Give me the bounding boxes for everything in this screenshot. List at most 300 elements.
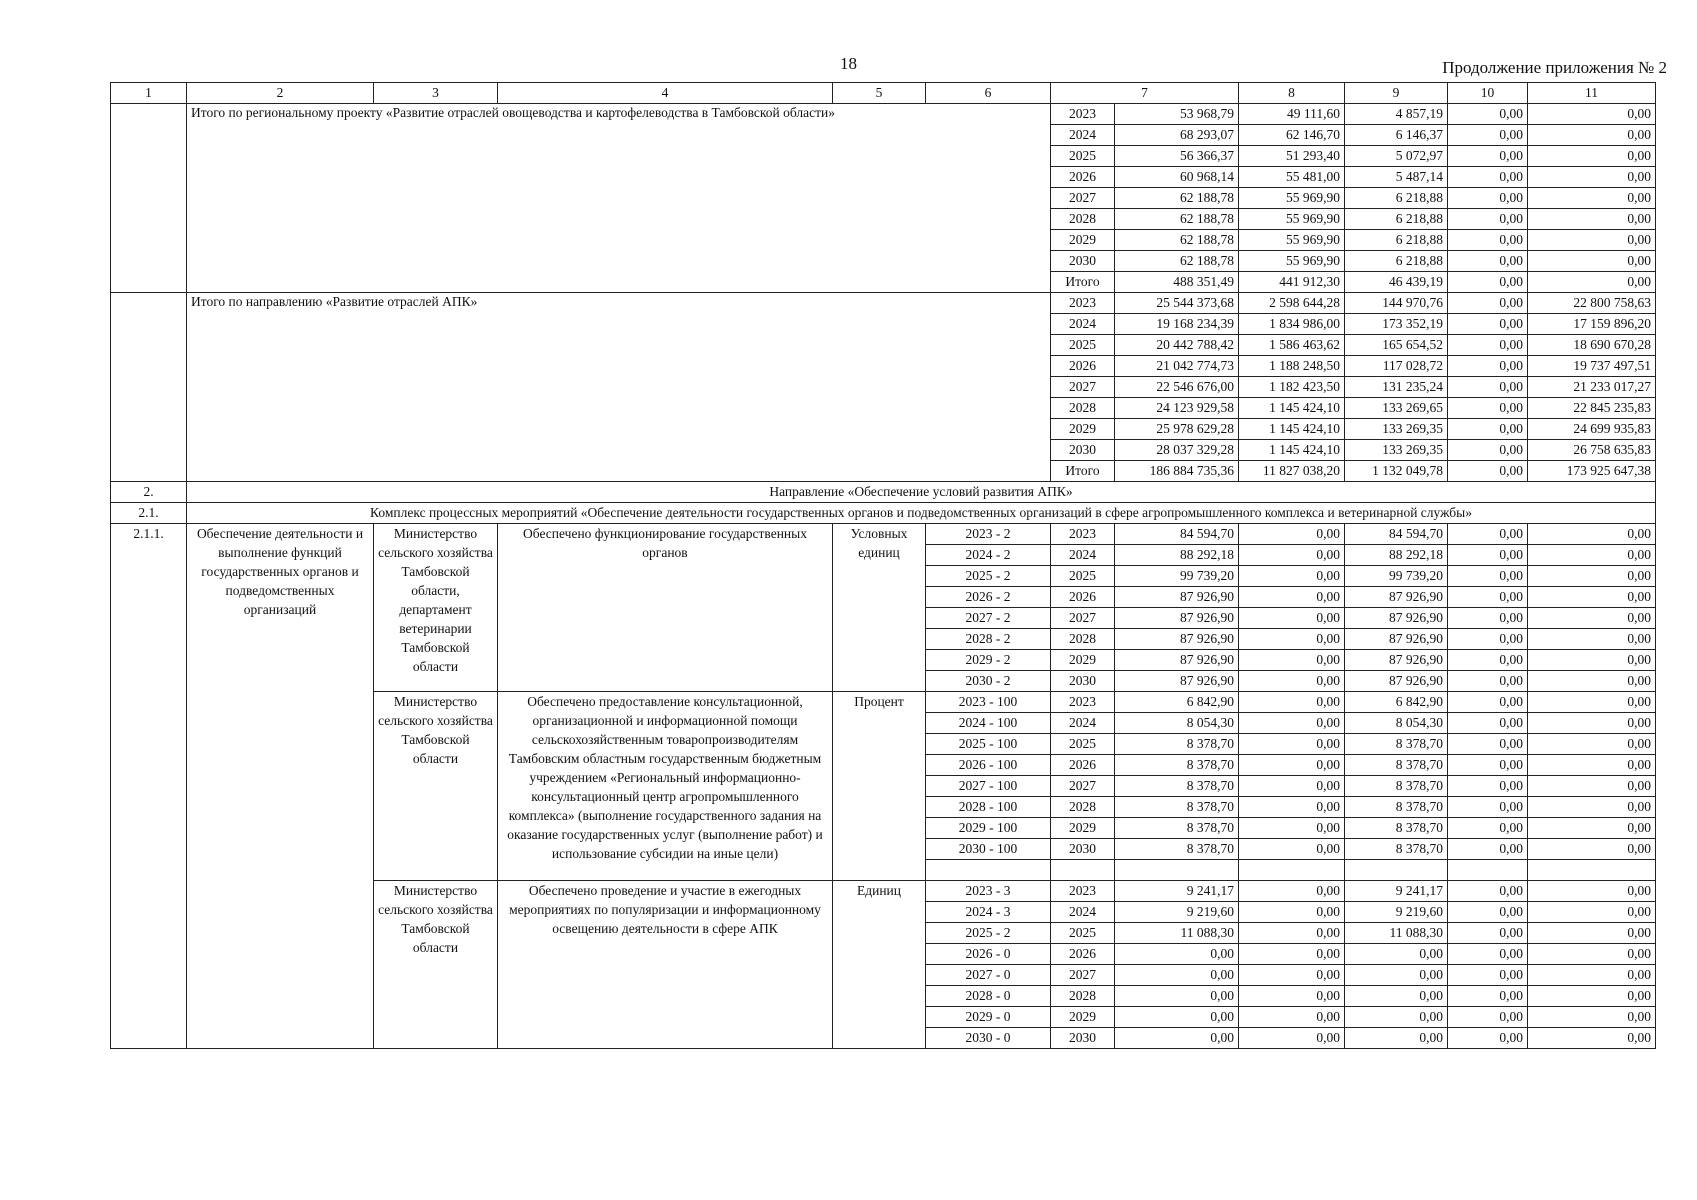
year-cell: 2030 xyxy=(1051,440,1115,461)
value-cell: 8 378,70 xyxy=(1115,797,1239,818)
value-cell: 117 028,72 xyxy=(1345,356,1448,377)
value-cell: 19 168 234,39 xyxy=(1115,314,1239,335)
section-title: Комплекс процессных мероприятий «Обеспечение деятельности государственных органов и подведомственных организаций в сфере агропромышленного комплекса и ветеринарной службы» xyxy=(187,503,1656,524)
value-cell: 0,00 xyxy=(1448,671,1528,692)
value-cell: 8 378,70 xyxy=(1115,755,1239,776)
year-cell: 2027 xyxy=(1051,965,1115,986)
year-cell: 2027 xyxy=(1051,377,1115,398)
value-cell: 25 978 629,28 xyxy=(1115,419,1239,440)
value-cell: 0,00 xyxy=(1528,986,1656,1007)
indicator-cell: 2024 - 100 xyxy=(926,713,1051,734)
value-cell: 0,00 xyxy=(1448,440,1528,461)
year-cell: 2027 xyxy=(1051,608,1115,629)
value-cell: 1 182 423,50 xyxy=(1239,377,1345,398)
year-cell: 2028 xyxy=(1051,398,1115,419)
indicator-cell: 2027 - 2 xyxy=(926,608,1051,629)
value-cell: 0,00 xyxy=(1528,755,1656,776)
indicator-cell: 2028 - 2 xyxy=(926,629,1051,650)
value-cell: 0,00 xyxy=(1528,230,1656,251)
value-cell: 0,00 xyxy=(1239,587,1345,608)
empty-num-cell xyxy=(111,293,187,482)
year-cell: 2026 xyxy=(1051,944,1115,965)
result-description: Обеспечено проведение и участие в ежегодных мероприятиях по популяризации и информационному освещению деятельности в сфере АПК xyxy=(498,881,833,1049)
value-cell: 0,00 xyxy=(1448,566,1528,587)
value-cell: 6 218,88 xyxy=(1345,251,1448,272)
value-cell: 0,00 xyxy=(1239,944,1345,965)
year-cell: 2024 xyxy=(1051,902,1115,923)
value-cell: 0,00 xyxy=(1528,545,1656,566)
value-cell: 0,00 xyxy=(1345,1007,1448,1028)
value-cell: 84 594,70 xyxy=(1345,524,1448,545)
value-cell: 62 188,78 xyxy=(1115,188,1239,209)
unit: Единиц xyxy=(833,881,926,1049)
value-cell: 87 926,90 xyxy=(1345,629,1448,650)
value-cell: 0,00 xyxy=(1528,587,1656,608)
value-cell: 9 241,17 xyxy=(1345,881,1448,902)
value-cell: 0,00 xyxy=(1239,650,1345,671)
year-cell: 2027 xyxy=(1051,776,1115,797)
indicator-cell: 2023 - 2 xyxy=(926,524,1051,545)
value-cell: 0,00 xyxy=(1448,293,1528,314)
value-cell: 88 292,18 xyxy=(1345,545,1448,566)
indicator-cell: 2027 - 100 xyxy=(926,776,1051,797)
executor: Министерство сельского хозяйства Тамбовской области xyxy=(374,881,498,1049)
value-cell: 62 188,78 xyxy=(1115,251,1239,272)
value-cell: 55 969,90 xyxy=(1239,251,1345,272)
value-cell: 0,00 xyxy=(1448,797,1528,818)
value-cell: 19 737 497,51 xyxy=(1528,356,1656,377)
value-cell: 0,00 xyxy=(1528,734,1656,755)
value-cell: 20 442 788,42 xyxy=(1115,335,1239,356)
column-header: 9 xyxy=(1345,83,1448,104)
result-description: Обеспечено функционирование государственных органов xyxy=(498,524,833,692)
indicator-cell: 2024 - 2 xyxy=(926,545,1051,566)
year-cell: 2028 xyxy=(1051,629,1115,650)
year-cell: 2029 xyxy=(1051,650,1115,671)
header-row xyxy=(111,83,1656,104)
value-cell: 84 594,70 xyxy=(1115,524,1239,545)
value-cell: 1 145 424,10 xyxy=(1239,419,1345,440)
value-cell: 0,00 xyxy=(1528,1007,1656,1028)
value-cell: 165 654,52 xyxy=(1345,335,1448,356)
indicator-cell: 2025 - 100 xyxy=(926,734,1051,755)
year-cell: 2025 xyxy=(1051,566,1115,587)
year-cell: 2030 xyxy=(1051,839,1115,860)
value-cell: 133 269,35 xyxy=(1345,419,1448,440)
value-cell: 87 926,90 xyxy=(1115,671,1239,692)
value-cell: 0,00 xyxy=(1448,1028,1528,1049)
value-cell: 6 842,90 xyxy=(1345,692,1448,713)
result-description: Обеспечено предоставление консультационной, организационной и информационной помощи сельскохозяйственным товаропроизводителям Тамбовским областным государственным бюджетным учреждением «Региональный информационно-консультационный центр агропромышленного комплекса» (выполнение государственного задания на оказание государственных услуг (выполнение работ) и использование субсидии на иные цели) xyxy=(498,692,833,881)
value-cell: 87 926,90 xyxy=(1115,650,1239,671)
indicator-cell: 2026 - 0 xyxy=(926,944,1051,965)
value-cell: 0,00 xyxy=(1528,902,1656,923)
value-cell: 0,00 xyxy=(1239,776,1345,797)
value-cell: 0,00 xyxy=(1448,587,1528,608)
value-cell: 87 926,90 xyxy=(1345,650,1448,671)
value-cell: 0,00 xyxy=(1448,377,1528,398)
value-cell: 0,00 xyxy=(1528,797,1656,818)
value-cell: 173 925 647,38 xyxy=(1528,461,1656,482)
value-cell: 0,00 xyxy=(1448,713,1528,734)
value-cell: 18 690 670,28 xyxy=(1528,335,1656,356)
column-header: 2 xyxy=(187,83,374,104)
value-cell: 0,00 xyxy=(1528,629,1656,650)
value-cell: 0,00 xyxy=(1448,629,1528,650)
year-cell: 2024 xyxy=(1051,125,1115,146)
value-cell: 0,00 xyxy=(1528,839,1656,860)
empty-cell xyxy=(1528,860,1656,881)
empty-cell xyxy=(1051,860,1115,881)
budget-table xyxy=(110,82,1656,1049)
indicator-cell: 2026 - 100 xyxy=(926,755,1051,776)
year-cell: 2026 xyxy=(1051,755,1115,776)
indicator-cell: 2026 - 2 xyxy=(926,587,1051,608)
column-header: 4 xyxy=(498,83,833,104)
year-cell: 2029 xyxy=(1051,230,1115,251)
value-cell: 0,00 xyxy=(1528,1028,1656,1049)
value-cell: 488 351,49 xyxy=(1115,272,1239,293)
value-cell: 5 072,97 xyxy=(1345,146,1448,167)
value-cell: 133 269,65 xyxy=(1345,398,1448,419)
indicator-cell: 2025 - 2 xyxy=(926,923,1051,944)
item-row xyxy=(111,524,1656,545)
value-cell: 0,00 xyxy=(1239,608,1345,629)
value-cell: 1 145 424,10 xyxy=(1239,440,1345,461)
value-cell: 8 378,70 xyxy=(1115,776,1239,797)
value-cell: 11 088,30 xyxy=(1115,923,1239,944)
value-cell: 0,00 xyxy=(1528,713,1656,734)
value-cell: 55 481,00 xyxy=(1239,167,1345,188)
unit: Условных единиц xyxy=(833,524,926,692)
section-row xyxy=(111,503,1656,524)
value-cell: 0,00 xyxy=(1239,986,1345,1007)
total-row xyxy=(111,293,1656,314)
year-cell: 2023 xyxy=(1051,104,1115,125)
value-cell: 49 111,60 xyxy=(1239,104,1345,125)
continuation-label: Продолжение приложения № 2 xyxy=(1442,58,1667,77)
indicator-cell: 2025 - 2 xyxy=(926,566,1051,587)
value-cell: 1 586 463,62 xyxy=(1239,335,1345,356)
value-cell: 0,00 xyxy=(1528,671,1656,692)
value-cell: 0,00 xyxy=(1239,818,1345,839)
value-cell: 56 366,37 xyxy=(1115,146,1239,167)
empty-cell xyxy=(1448,860,1528,881)
section-number: 2.1. xyxy=(111,503,187,524)
value-cell: 0,00 xyxy=(1528,188,1656,209)
value-cell: 51 293,40 xyxy=(1239,146,1345,167)
value-cell: 0,00 xyxy=(1239,671,1345,692)
value-cell: 441 912,30 xyxy=(1239,272,1345,293)
value-cell: 0,00 xyxy=(1528,965,1656,986)
value-cell: 0,00 xyxy=(1345,965,1448,986)
indicator-cell: 2030 - 2 xyxy=(926,671,1051,692)
value-cell: 0,00 xyxy=(1115,944,1239,965)
value-cell: 0,00 xyxy=(1448,146,1528,167)
value-cell: 0,00 xyxy=(1448,209,1528,230)
value-cell: 0,00 xyxy=(1448,881,1528,902)
value-cell: 0,00 xyxy=(1239,755,1345,776)
value-cell: 6 146,37 xyxy=(1345,125,1448,146)
total-label: Итого по направлению «Развитие отраслей АПК» xyxy=(187,293,1051,482)
item-name: Обеспечение деятельности и выполнение функций государственных органов и подведомственных организаций xyxy=(187,524,374,1049)
value-cell: 99 739,20 xyxy=(1345,566,1448,587)
value-cell: 0,00 xyxy=(1239,965,1345,986)
value-cell: 8 054,30 xyxy=(1115,713,1239,734)
value-cell: 87 926,90 xyxy=(1345,671,1448,692)
value-cell: 0,00 xyxy=(1239,1028,1345,1049)
value-cell: 8 378,70 xyxy=(1345,755,1448,776)
column-header: 6 xyxy=(926,83,1051,104)
value-cell: 0,00 xyxy=(1448,251,1528,272)
year-cell: 2029 xyxy=(1051,818,1115,839)
year-cell: Итого xyxy=(1051,461,1115,482)
value-cell: 55 969,90 xyxy=(1239,188,1345,209)
value-cell: 0,00 xyxy=(1345,944,1448,965)
value-cell: 22 800 758,63 xyxy=(1528,293,1656,314)
year-cell: 2025 xyxy=(1051,335,1115,356)
column-header: 10 xyxy=(1448,83,1528,104)
value-cell: 0,00 xyxy=(1448,944,1528,965)
year-cell: 2030 xyxy=(1051,251,1115,272)
value-cell: 0,00 xyxy=(1239,692,1345,713)
year-cell: 2028 xyxy=(1051,797,1115,818)
executor: Министерство сельского хозяйства Тамбовской области, департамент ветеринарии Тамбовской области xyxy=(374,524,498,692)
value-cell: 0,00 xyxy=(1448,1007,1528,1028)
value-cell: 0,00 xyxy=(1239,629,1345,650)
value-cell: 0,00 xyxy=(1448,608,1528,629)
value-cell: 0,00 xyxy=(1239,713,1345,734)
indicator-cell: 2030 - 100 xyxy=(926,839,1051,860)
value-cell: 0,00 xyxy=(1448,335,1528,356)
value-cell: 0,00 xyxy=(1239,545,1345,566)
column-header: 3 xyxy=(374,83,498,104)
value-cell: 0,00 xyxy=(1448,965,1528,986)
year-cell: 2029 xyxy=(1051,1007,1115,1028)
value-cell: 22 546 676,00 xyxy=(1115,377,1239,398)
value-cell: 0,00 xyxy=(1239,734,1345,755)
value-cell: 0,00 xyxy=(1528,566,1656,587)
value-cell: 0,00 xyxy=(1528,209,1656,230)
value-cell: 0,00 xyxy=(1528,776,1656,797)
column-header: 1 xyxy=(111,83,187,104)
value-cell: 0,00 xyxy=(1528,125,1656,146)
indicator-cell: 2023 - 3 xyxy=(926,881,1051,902)
empty-num-cell xyxy=(111,104,187,293)
value-cell: 8 378,70 xyxy=(1345,776,1448,797)
value-cell: 0,00 xyxy=(1239,923,1345,944)
section-title: Направление «Обеспечение условий развития АПК» xyxy=(187,482,1656,503)
year-cell: 2028 xyxy=(1051,986,1115,1007)
value-cell: 8 378,70 xyxy=(1115,734,1239,755)
value-cell: 60 968,14 xyxy=(1115,167,1239,188)
year-cell: 2027 xyxy=(1051,188,1115,209)
value-cell: 0,00 xyxy=(1528,944,1656,965)
value-cell: 0,00 xyxy=(1448,125,1528,146)
value-cell: 8 378,70 xyxy=(1345,797,1448,818)
year-cell: 2023 xyxy=(1051,881,1115,902)
value-cell: 8 378,70 xyxy=(1345,734,1448,755)
value-cell: 0,00 xyxy=(1448,524,1528,545)
value-cell: 55 969,90 xyxy=(1239,209,1345,230)
value-cell: 0,00 xyxy=(1448,818,1528,839)
value-cell: 68 293,07 xyxy=(1115,125,1239,146)
value-cell: 0,00 xyxy=(1528,167,1656,188)
value-cell: 0,00 xyxy=(1448,230,1528,251)
value-cell: 0,00 xyxy=(1528,881,1656,902)
value-cell: 8 378,70 xyxy=(1115,839,1239,860)
value-cell: 9 219,60 xyxy=(1115,902,1239,923)
value-cell: 9 241,17 xyxy=(1115,881,1239,902)
value-cell: 24 699 935,83 xyxy=(1528,419,1656,440)
empty-cell xyxy=(1345,860,1448,881)
year-cell: 2029 xyxy=(1051,419,1115,440)
value-cell: 53 968,79 xyxy=(1115,104,1239,125)
value-cell: 0,00 xyxy=(1448,734,1528,755)
column-header: 11 xyxy=(1528,83,1656,104)
year-cell: 2024 xyxy=(1051,713,1115,734)
value-cell: 0,00 xyxy=(1115,965,1239,986)
indicator-cell: 2030 - 0 xyxy=(926,1028,1051,1049)
value-cell: 6 218,88 xyxy=(1345,188,1448,209)
value-cell: 17 159 896,20 xyxy=(1528,314,1656,335)
value-cell: 0,00 xyxy=(1448,188,1528,209)
year-cell: 2030 xyxy=(1051,1028,1115,1049)
value-cell: 0,00 xyxy=(1239,797,1345,818)
value-cell: 0,00 xyxy=(1115,1028,1239,1049)
value-cell: 9 219,60 xyxy=(1345,902,1448,923)
value-cell: 0,00 xyxy=(1448,986,1528,1007)
indicator-cell: 2028 - 0 xyxy=(926,986,1051,1007)
indicator-cell: 2024 - 3 xyxy=(926,902,1051,923)
indicator-cell: 2023 - 100 xyxy=(926,692,1051,713)
year-cell: 2026 xyxy=(1051,167,1115,188)
value-cell: 1 145 424,10 xyxy=(1239,398,1345,419)
total-label: Итого по региональному проекту «Развитие отраслей овощеводства и картофелеводства в Тамбовской области» xyxy=(187,104,1051,293)
value-cell: 1 188 248,50 xyxy=(1239,356,1345,377)
value-cell: 0,00 xyxy=(1239,881,1345,902)
value-cell: 0,00 xyxy=(1448,272,1528,293)
year-cell: 2023 xyxy=(1051,692,1115,713)
column-header: 5 xyxy=(833,83,926,104)
value-cell: 8 378,70 xyxy=(1345,839,1448,860)
value-cell: 6 218,88 xyxy=(1345,230,1448,251)
value-cell: 21 042 774,73 xyxy=(1115,356,1239,377)
value-cell: 0,00 xyxy=(1448,104,1528,125)
value-cell: 8 378,70 xyxy=(1115,818,1239,839)
year-cell: 2023 xyxy=(1051,293,1115,314)
value-cell: 173 352,19 xyxy=(1345,314,1448,335)
value-cell: 0,00 xyxy=(1528,608,1656,629)
value-cell: 6 218,88 xyxy=(1345,209,1448,230)
indicator-cell: 2028 - 100 xyxy=(926,797,1051,818)
value-cell: 87 926,90 xyxy=(1115,587,1239,608)
value-cell: 62 188,78 xyxy=(1115,209,1239,230)
year-cell: 2024 xyxy=(1051,545,1115,566)
executor: Министерство сельского хозяйства Тамбовской области xyxy=(374,692,498,881)
value-cell: 0,00 xyxy=(1528,650,1656,671)
value-cell: 0,00 xyxy=(1448,839,1528,860)
value-cell: 0,00 xyxy=(1448,545,1528,566)
value-cell: 24 123 929,58 xyxy=(1115,398,1239,419)
value-cell: 0,00 xyxy=(1528,818,1656,839)
value-cell: 0,00 xyxy=(1239,839,1345,860)
value-cell: 0,00 xyxy=(1528,251,1656,272)
value-cell: 1 132 049,78 xyxy=(1345,461,1448,482)
value-cell: 0,00 xyxy=(1115,1007,1239,1028)
year-cell: 2030 xyxy=(1051,671,1115,692)
value-cell: 0,00 xyxy=(1239,1007,1345,1028)
value-cell: 26 758 635,83 xyxy=(1528,440,1656,461)
value-cell: 0,00 xyxy=(1448,167,1528,188)
year-cell: 2026 xyxy=(1051,587,1115,608)
value-cell: 0,00 xyxy=(1528,692,1656,713)
value-cell: 99 739,20 xyxy=(1115,566,1239,587)
value-cell: 0,00 xyxy=(1448,755,1528,776)
indicator-cell: 2029 - 2 xyxy=(926,650,1051,671)
value-cell: 0,00 xyxy=(1115,986,1239,1007)
section-number: 2. xyxy=(111,482,187,503)
value-cell: 6 842,90 xyxy=(1115,692,1239,713)
year-cell: Итого xyxy=(1051,272,1115,293)
value-cell: 0,00 xyxy=(1239,566,1345,587)
value-cell: 4 857,19 xyxy=(1345,104,1448,125)
value-cell: 0,00 xyxy=(1448,650,1528,671)
value-cell: 87 926,90 xyxy=(1115,629,1239,650)
indicator-cell: 2027 - 0 xyxy=(926,965,1051,986)
value-cell: 0,00 xyxy=(1345,986,1448,1007)
value-cell: 62 188,78 xyxy=(1115,230,1239,251)
indicator-cell: 2029 - 0 xyxy=(926,1007,1051,1028)
value-cell: 87 926,90 xyxy=(1115,608,1239,629)
value-cell: 0,00 xyxy=(1528,923,1656,944)
value-cell: 0,00 xyxy=(1239,524,1345,545)
value-cell: 2 598 644,28 xyxy=(1239,293,1345,314)
value-cell: 28 037 329,28 xyxy=(1115,440,1239,461)
column-header: 7 xyxy=(1051,83,1239,104)
value-cell: 0,00 xyxy=(1528,272,1656,293)
value-cell: 5 487,14 xyxy=(1345,167,1448,188)
empty-cell xyxy=(926,860,1051,881)
year-cell: 2025 xyxy=(1051,734,1115,755)
value-cell: 0,00 xyxy=(1448,776,1528,797)
value-cell: 186 884 735,36 xyxy=(1115,461,1239,482)
value-cell: 62 146,70 xyxy=(1239,125,1345,146)
year-cell: 2028 xyxy=(1051,209,1115,230)
value-cell: 8 378,70 xyxy=(1345,818,1448,839)
page-number: 18 xyxy=(840,54,857,73)
value-cell: 0,00 xyxy=(1448,692,1528,713)
value-cell: 0,00 xyxy=(1345,1028,1448,1049)
empty-cell xyxy=(1115,860,1239,881)
value-cell: 0,00 xyxy=(1528,146,1656,167)
value-cell: 0,00 xyxy=(1448,356,1528,377)
value-cell: 1 834 986,00 xyxy=(1239,314,1345,335)
value-cell: 0,00 xyxy=(1528,104,1656,125)
value-cell: 22 845 235,83 xyxy=(1528,398,1656,419)
year-cell: 2025 xyxy=(1051,923,1115,944)
unit: Процент xyxy=(833,692,926,881)
indicator-cell: 2029 - 100 xyxy=(926,818,1051,839)
value-cell: 0,00 xyxy=(1448,398,1528,419)
empty-cell xyxy=(1239,860,1345,881)
value-cell: 0,00 xyxy=(1448,314,1528,335)
value-cell: 8 054,30 xyxy=(1345,713,1448,734)
value-cell: 144 970,76 xyxy=(1345,293,1448,314)
year-cell: 2024 xyxy=(1051,314,1115,335)
value-cell: 0,00 xyxy=(1448,461,1528,482)
total-row xyxy=(111,104,1656,125)
